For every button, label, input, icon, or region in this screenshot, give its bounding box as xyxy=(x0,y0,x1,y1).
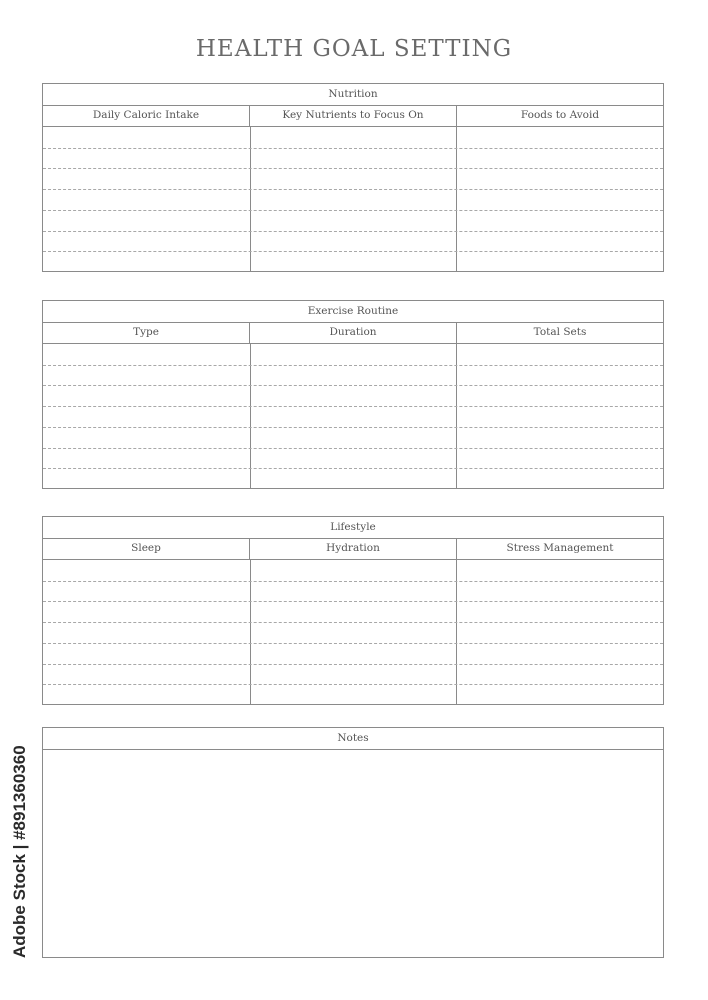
writing-line xyxy=(43,664,663,665)
column-header: Total Sets xyxy=(456,323,663,343)
writing-line xyxy=(43,581,663,582)
column-header: Duration xyxy=(249,323,456,343)
notes-writing-area[interactable] xyxy=(43,750,663,957)
column-header: Foods to Avoid xyxy=(456,106,663,126)
writing-line xyxy=(43,622,663,623)
column-header: Stress Management xyxy=(456,539,663,559)
exercise-routine-table xyxy=(42,300,664,489)
writing-line xyxy=(43,210,663,211)
notes-title: Notes xyxy=(43,728,663,750)
writing-area[interactable] xyxy=(43,127,663,271)
writing-area[interactable] xyxy=(43,560,663,704)
writing-line xyxy=(43,365,663,366)
column-header: Sleep xyxy=(131,542,161,554)
writing-line xyxy=(43,148,663,149)
writing-line xyxy=(43,251,663,252)
writing-line xyxy=(43,168,663,169)
section-title: Nutrition xyxy=(43,84,663,106)
writing-line xyxy=(43,643,663,644)
stock-watermark xyxy=(8,745,32,958)
lifestyle-table xyxy=(42,516,664,705)
writing-line xyxy=(43,231,663,232)
writing-line xyxy=(43,448,663,449)
section-title: Lifestyle xyxy=(43,517,663,539)
page-title: HEALTH GOAL SETTING xyxy=(195,36,513,62)
nutrition-table xyxy=(42,83,664,272)
column-headers xyxy=(43,323,663,344)
column-header: Hydration xyxy=(249,539,456,559)
column-headers xyxy=(43,539,663,560)
writing-line xyxy=(43,406,663,407)
writing-line xyxy=(43,385,663,386)
writing-line xyxy=(43,189,663,190)
writing-area[interactable] xyxy=(43,344,663,488)
column-header: Type xyxy=(133,326,159,338)
section-title: Exercise Routine xyxy=(43,301,663,323)
watermark-text: Adobe Stock | #891360360 xyxy=(10,745,29,958)
writing-line xyxy=(43,468,663,469)
writing-line xyxy=(43,601,663,602)
writing-line xyxy=(43,684,663,685)
writing-line xyxy=(43,427,663,428)
column-header: Daily Caloric Intake xyxy=(92,109,200,121)
notes-box xyxy=(42,727,664,958)
column-header: Key Nutrients to Focus On xyxy=(249,106,456,126)
column-headers xyxy=(43,106,663,127)
